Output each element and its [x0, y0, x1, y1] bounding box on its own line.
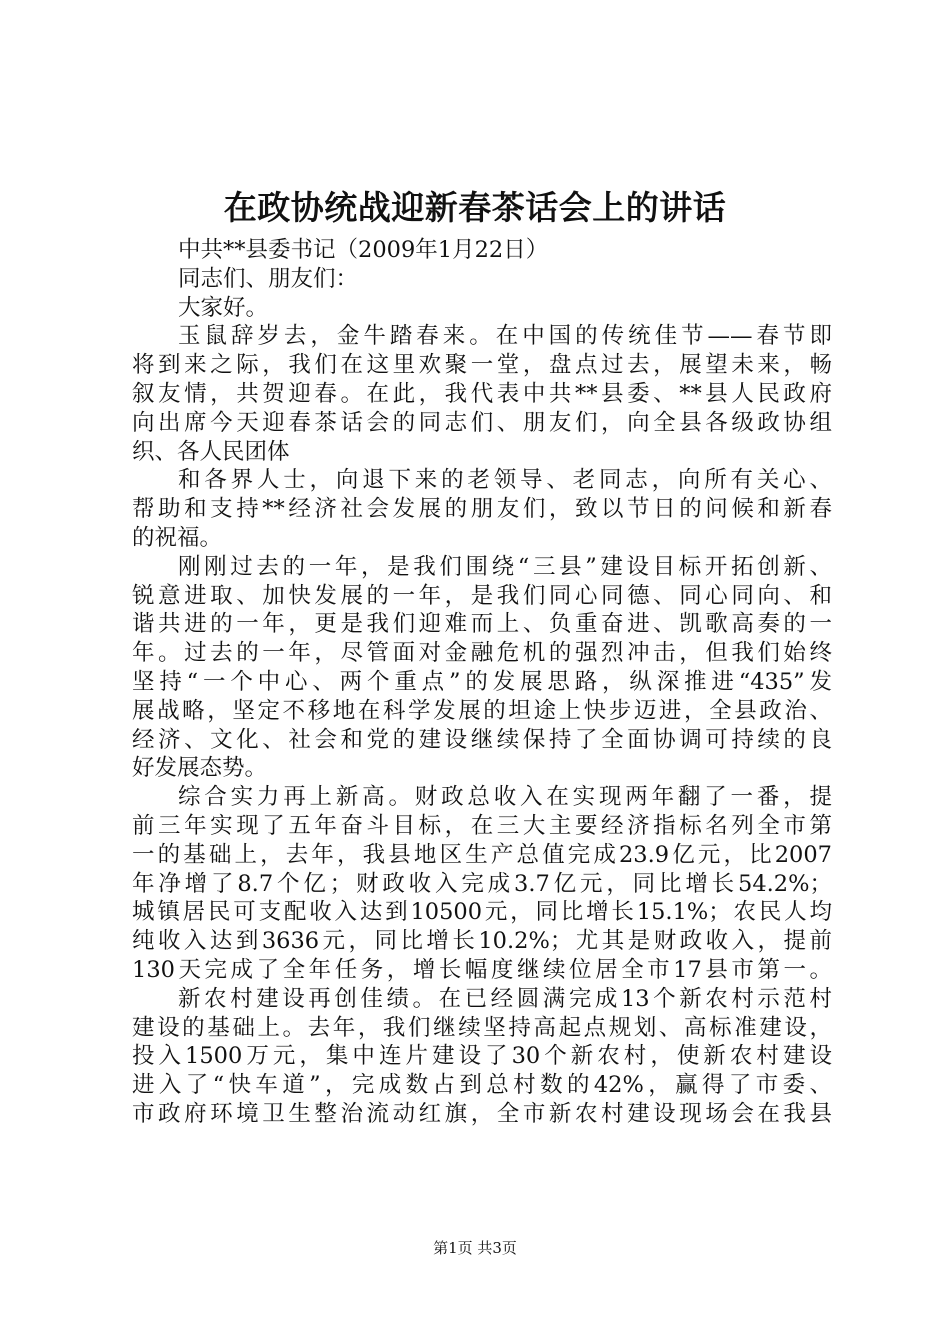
text-line: 帮助和支持**经济社会发展的朋友们，致以节日的问候和新春	[132, 496, 832, 523]
text-line: 展战略，坚定不移地在科学发展的坦途上快步迈进，全县政治、	[132, 697, 832, 724]
text-line: 叙友情，共贺迎春。在此，我代表中共**县委、**县人民政府	[132, 380, 832, 407]
text-line: 谐共进的一年，更是我们迎难而上、负重奋进、凯歌高奏的一	[132, 611, 832, 638]
text-line: 同志们、朋友们：	[178, 265, 359, 292]
text-line: 和各界人士，向退下来的老领导、老同志，向所有关心、	[178, 467, 832, 494]
document-body	[132, 236, 832, 1129]
text-line: 投入1500万元，集中连片建设了30个新农村，使新农村建设	[132, 1043, 832, 1070]
text-line: 130天完成了全年任务，增长幅度继续位居全市17县市第一。	[132, 956, 832, 983]
text-line: 经济、文化、社会和党的建设继续保持了全面协调可持续的良	[132, 726, 832, 753]
text-line: 好发展态势。	[132, 755, 268, 782]
text-line: 玉鼠辞岁去，金牛踏春来。在中国的传统佳节——春节即	[178, 323, 832, 350]
text-line: 新农村建设再创佳绩。在已经圆满完成13个新农村示范村	[178, 985, 832, 1012]
text-line: 前三年实现了五年奋斗目标，在三大主要经济指标名列全市第	[132, 812, 832, 839]
document-title: 在政协统战迎新春茶话会上的讲话	[223, 188, 727, 227]
page-footer: 第1页 共3页	[433, 1239, 517, 1257]
text-line: 进入了“快车道”，完成数占到总村数的42%，赢得了市委、	[132, 1072, 832, 1099]
text-line: 向出席今天迎春茶话会的同志们、朋友们，向全县各级政协组	[132, 409, 832, 436]
text-line: 年。过去的一年，尽管面对金融危机的强烈冲击，但我们始终	[132, 640, 832, 667]
text-line: 大家好。	[178, 294, 269, 321]
text-line: 一的基础上，去年，我县地区生产总值完成23.9亿元，比2007	[132, 841, 832, 868]
text-line: 将到来之际，我们在这里欢聚一堂，盘点过去，展望未来，畅	[132, 352, 832, 379]
text-line: 锐意进取、加快发展的一年，是我们同心同德、同心同向、和	[132, 582, 832, 609]
text-line: 市政府环境卫生整治流动红旗，全市新农村建设现场会在我县	[132, 1100, 832, 1127]
text-line: 刚刚过去的一年，是我们围绕“三县”建设目标开拓创新、	[178, 553, 832, 580]
text-line: 年净增了8.7个亿；财政收入完成3.7亿元，同比增长54.2%；	[132, 870, 832, 897]
text-line: 纯收入达到3636元，同比增长10.2%；尤其是财政收入，提前	[132, 928, 832, 955]
text-line: 织、各人民团体	[132, 438, 290, 465]
text-line: 综合实力再上新高。财政总收入在实现两年翻了一番，提	[178, 784, 832, 811]
text-line: 中共**县委书记（2009年1月22日）	[178, 237, 549, 263]
text-line: 建设的基础上。去年，我们继续坚持高起点规划、高标准建设，	[132, 1014, 832, 1041]
text-line: 城镇居民可支配收入达到10500元，同比增长15.1%；农民人均	[132, 899, 832, 926]
text-line: 的祝福。	[132, 524, 223, 551]
text-line: 坚持“一个中心、两个重点”的发展思路，纵深推进“435”发	[132, 668, 832, 695]
